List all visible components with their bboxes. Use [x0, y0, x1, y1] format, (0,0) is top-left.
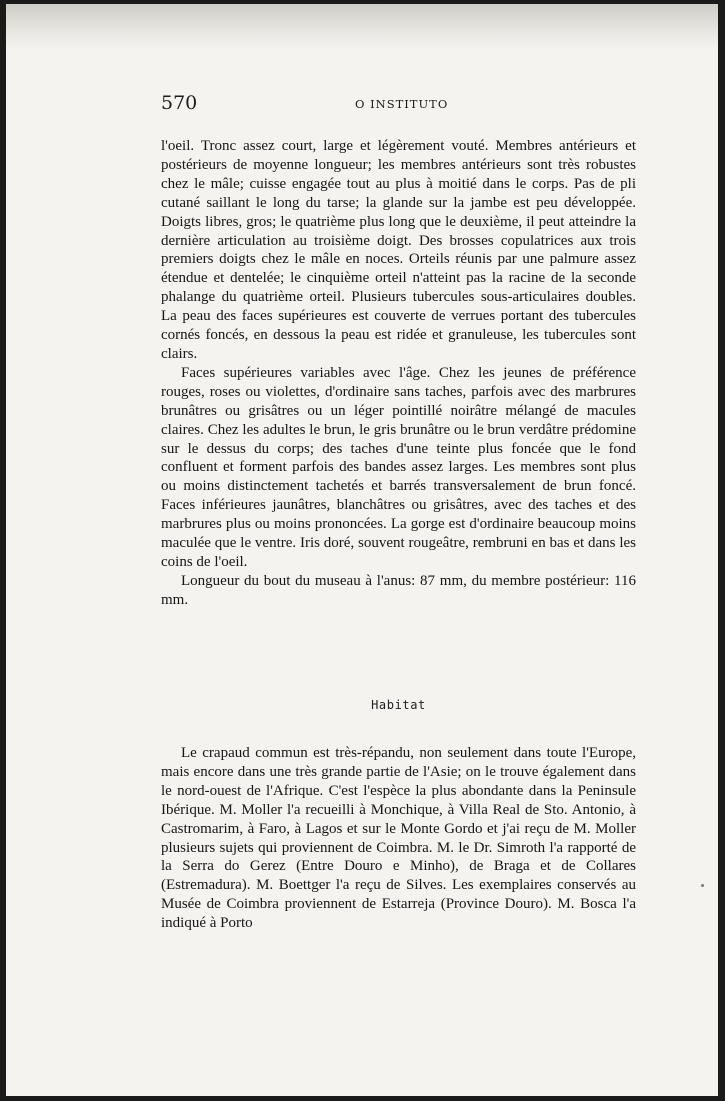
paragraph-habitat: Le crapaud commun est très-répandu, non seulement dans toute l'Europe, mais encore dans une très grande partie de l'Asie; on le trouve également dans le nord-ouest de l'Afrique. C'est l'espèce la plus abondante dans la Peninsule Ibérique. M. Moller l'a recueilli à Monchique, à Villa Real de Sto. Antonio, à Castromarim, à Faro, à Lagos et sur le Monte Gordo et j'ai reçu de M. Moller plusieurs sujets qui proviennent de Coimbra. M. le Dr. Simroth l'a rapporté de la Serra do Gerez (Entre Douro e Minho), de Braga et de Collares (Estremadura). M. Boettger l'a reçu de Silves. Les exemplaires conservés au Musée de Coimbra proviennent de Estarreja (Province Douro). M. Bosca l'a indiqué à Porto [161, 745, 636, 932]
page-header [161, 92, 636, 116]
running-title: O INSTITUTO [355, 97, 449, 111]
scan-shadow [6, 4, 718, 50]
habitat-text [161, 744, 636, 933]
section-heading-habitat: Habitat [371, 698, 426, 712]
page-sheet [6, 4, 718, 1096]
page-number: 570 [161, 92, 198, 114]
description-text [161, 137, 636, 610]
paragraph-coloration: Faces supérieures variables avec l'âge. Chez les jeunes de préférence rouges, roses ou violettes, d'ordinaire sans taches, parfois avec des marbrures brunâtres ou grisâtres ou un léger pointillé noirâtre mélangé de macules claires. Chez les adultes le brun, le gris brunâtre ou le brun verdâtre prédomine sur le dessus du corps; des taches d'une teinte plus foncée que le fond confluent et forment parfois des bandes assez larges. Les membres sont plus ou moins distinctement tachetés et barrés transversalement de brun foncé. Faces inférieures jaunâtres, blanchâtres ou grisâtres, avec des taches et des marbrures plus ou moins prononcées. La gorge est d'ordinaire beaucoup moins maculée que le ventre. Iris doré, souvent rougeâtre, rembruni en bas et dans les coins de l'oeil. [161, 364, 636, 570]
paragraph-morphology: l'oeil. Tronc assez court, large et légèrement vouté. Membres antérieurs et postérieurs de moyenne longueur; les membres antérieurs sont très robustes chez le mâle; cuisse engagée tout au plus à moitié dans le corps. Pas de pli cutané saillant le long du tarse; la glande sur la jambe est peu développée. Doigts libres, gros; le quatrième plus long que le deuxième, il peut atteindre la dernière articulation au troisième doigt. Des brosses copulatrices aux trois premiers doigts chez le mâle en noces. Orteils réunis par une palmure assez étendue et dentelée; le cinquième orteil n'atteint pas la racine de la seconde phalange du quatrième orteil. Plusieurs tubercules sous-articulaires doubles. La peau des faces supérieures est couverte de verrues portant des tubercules cornés foncés, en dessous la peau est ridée et granuleuse, les tubercules sont clairs. [161, 138, 636, 362]
paragraph-measurements: Longueur du bout du museau à l'anus: 87 mm, du membre postérieur: 116 mm. [161, 572, 636, 608]
scan-speck [701, 884, 704, 887]
